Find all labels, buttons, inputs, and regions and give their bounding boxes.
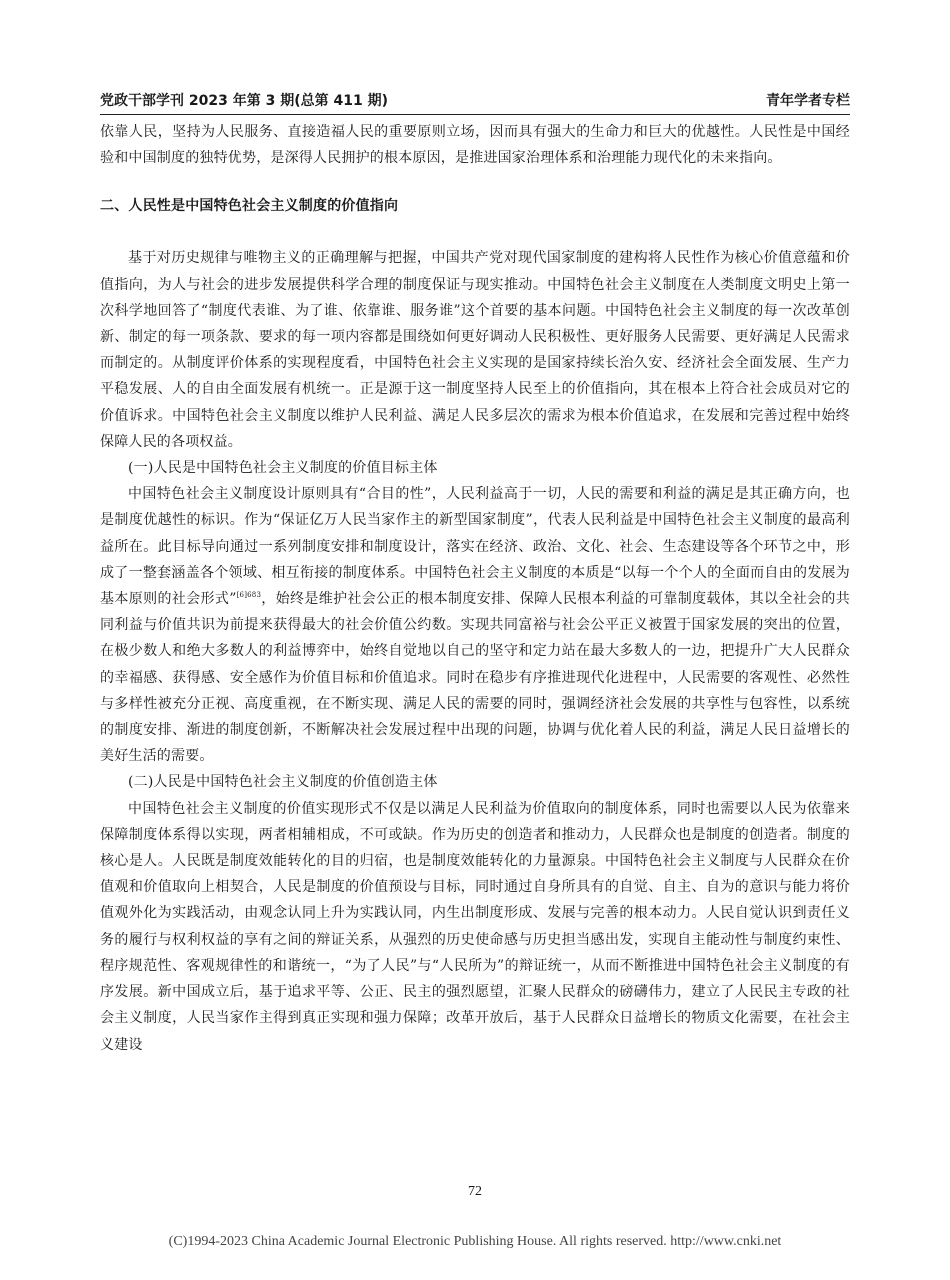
page-number: 72 xyxy=(468,1184,482,1199)
paragraph-text: 中国特色社会主义制度设计原则具有“合目的性”，人民利益高于一切，人民的需要和利益的满足是其正确方向，也是制度优越性的标识。作为“保证亿万人民当家作主的新型国家制度”，代表人民利益是中国特色社会主义制度的最高利益所在。此目标导向通过一系列制度安排和制度设计，落实在经济、政治、文化、社会、生态建设等各个环节之中，形成了一整套涵盖各个领域、相互衔接的制度体系。中国特色社会主义制度的本质是“以每一个个人的全面而自由的发展为基本原则的社会形式” xyxy=(100,486,850,608)
paragraph xyxy=(100,481,850,769)
paragraph-continued: 依靠人民，坚持为人民服务、直接造福人民的重要原则立场，因而具有强大的生命力和巨大的优越性。人民性是中国经验和中国制度的独特优势，是深得人民拥护的根本原因，是推进国家治理体系和治理能力现代化的未来指向。 xyxy=(100,124,850,167)
journal-issue-label: 党政干部学刊 2023 年第 3 期(总第 411 期) xyxy=(100,93,388,109)
paragraph-text: ，始终是维护社会公正的根本制度安排、保障人民根本利益的可靠制度载体，其以全社会的共同利益与价值共识为前提来获得最大的社会价值公约数。实现共同富裕与社会公平正义被置于国家发展的突出的位置，在极少数人和绝大多数人的利益博弈中，始终自觉地以自己的坚守和定力站在最大多数人的一边，把提升广大人民群众的幸福感、获得感、安全感作为价值目标和价值追求。同时在稳步有序推进现代化进程中，人民需要的客观性、必然性与多样性被充分正视、高度重视，在不断实现、满足人民的需要的同时，强调经济社会发展的共享性与包容性，以系统的制度安排、渐进的制度创新，不断解决社会发展过程中出现的问题，协调与优化着人民的利益，满足人民日益增长的美好生活的需要。 xyxy=(100,591,850,765)
copyright-footer: (C)1994-2023 China Academic Journal Electronic Publishing House. All rights reserved. http://www.cnki.net xyxy=(168,1234,782,1249)
paragraph: 中国特色社会主义制度的价值实现形式不仅是以满足人民利益为价值取向的制度体系，同时也需要以人民为依靠来保障制度体系得以实现，两者相辅相成，不可或缺。作为历史的创造者和推动力，人民群众也是制度的创造者。制度的核心是人。人民既是制度效能转化的目的归宿，也是制度效能转化的力量源泉。中国特色社会主义制度与人民群众在价值观和价值取向上相契合，人民是制度的价值预设与目标，同时通过自身所具有的自觉、自主、自为的意识与能力将价值观外化为实践活动，由观念认同上升为实践认同，内生出制度形成、发展与完善的根本动力。人民自觉认识到责任义务的履行与权利权益的享有之间的辩证关系，从强烈的历史使命感与历史担当感出发，实现自主能动性与制度约束性、程序规范性、客观规律性的和谐统一，“为了人民”与“人民所为”的辩证统一，从而不断推进中国特色社会主义制度的有序发展。新中国成立后，基于追求平等、公正、民主的强烈愿望，汇聚人民群众的磅礴伟力，建立了人民民主专政的社会主义制度，人民当家作主得到真正实现和强力保障；改革开放后，基于人民群众日益增长的物质文化需要，在社会主义建设 xyxy=(100,800,850,1053)
column-label: 青年学者专栏 xyxy=(766,93,850,109)
header-divider xyxy=(100,114,850,115)
running-header xyxy=(100,90,850,114)
subsection-heading: (二)人民是中国特色社会主义制度的价值创造主体 xyxy=(128,774,438,791)
citation-marker: [6]683 xyxy=(236,591,262,600)
article-body xyxy=(100,119,850,1058)
section-heading: 二、人民性是中国特色社会主义制度的价值指向 xyxy=(100,198,399,215)
subsection-heading: (一)人民是中国特色社会主义制度的价值目标主体 xyxy=(128,460,438,477)
paragraph: 基于对历史规律与唯物主义的正确理解与把握，中国共产党对现代国家制度的建构将人民性作为核心价值意蕴和价值指向，为人与社会的进步发展提供科学合理的制度保证与现实推动。中国特色社会主义制度在人类制度文明史上第一次科学地回答了“制度代表谁、为了谁、依靠谁、服务谁”这个首要的基本问题。中国特色社会主义制度的每一次改革创新、制定的每一项条款、要求的每一项内容都是围绕如何更好调动人民积极性、更好服务人民需要、更好满足人民需求而制定的。从制度评价体系的实现程度看，中国特色社会主义实现的是国家持续长治久安、经济社会全面发展、生产力平稳发展、人的自由全面发展有机统一。正是源于这一制度坚持人民至上的价值指向，其在根本上符合社会成员对它的价值诉求。中国特色社会主义制度以维护人民利益、满足人民多层次的需求为根本价值追求，在发展和完善过程中始终保障人民的各项权益。 xyxy=(100,250,850,450)
